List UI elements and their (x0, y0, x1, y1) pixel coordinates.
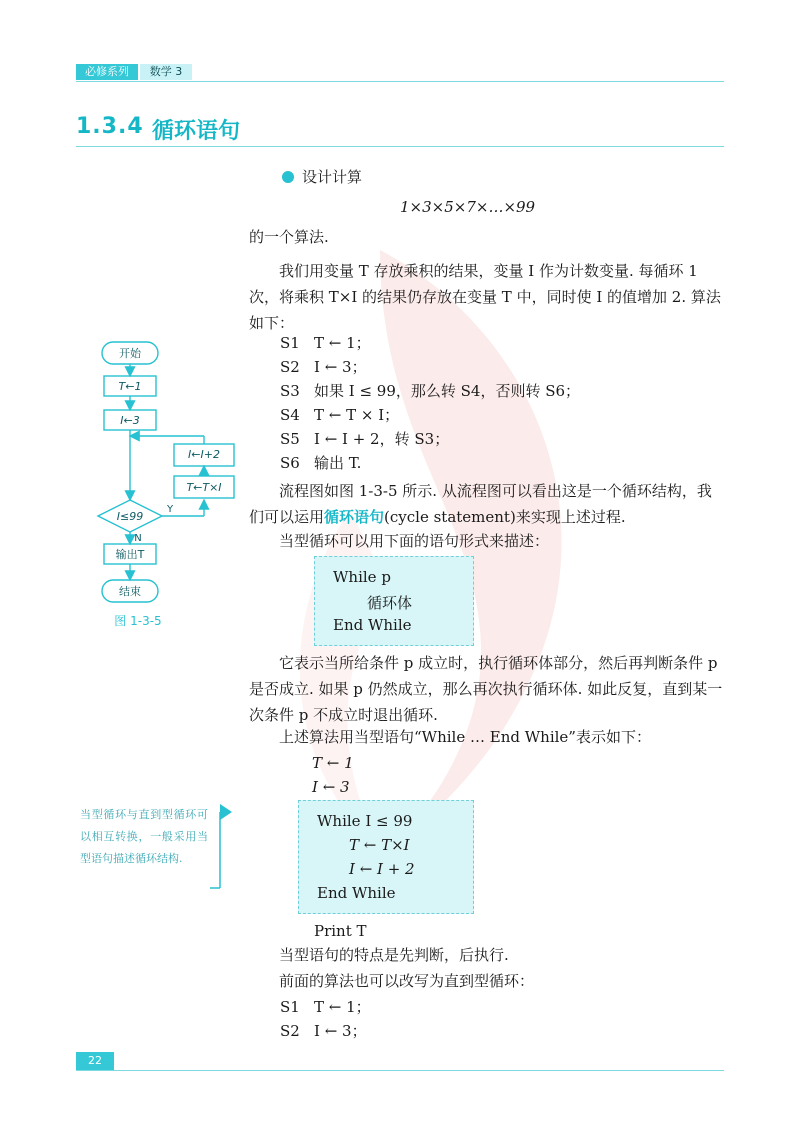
pre-line-1: T ← 1 (312, 754, 354, 772)
flow-no-label: N (134, 533, 142, 544)
flow-increment-label: I←I+2 (188, 448, 220, 461)
header-book: 数学 3 (140, 64, 192, 80)
section-rule (76, 146, 724, 147)
header-series: 必修系列 (76, 64, 138, 80)
step-text: I ← 3； (314, 1022, 367, 1040)
after-formula: 的一个算法. (249, 228, 329, 246)
step-text: 输出 T. (314, 454, 362, 472)
step-text: T ← 1； (314, 998, 371, 1016)
figure-caption: 图 1-3-5 (114, 614, 162, 628)
step-text: T ← 1； (314, 334, 371, 352)
paragraph-5: 上述算法用当型语句“While … End While”表示如下： (279, 728, 651, 746)
code-line: While I ≤ 99 (317, 812, 413, 830)
step-label: S6 (280, 454, 300, 472)
code-box-while-example (298, 800, 474, 914)
paragraph-7: 前面的算法也可以改写为直到型循环： (279, 972, 535, 990)
section-number: 1.3.4 (76, 114, 144, 139)
side-note: 当型循环与直到型循环可以相互转换，一般采用当型语句描述循环结构. (80, 808, 208, 865)
paragraph-2-before: 流程图如图 1-3-5 所示. 从流程图可以看出这是一个循环结构，我们可以运用 (249, 482, 712, 526)
section-title: 循环语句 (152, 119, 241, 144)
flowchart (80, 336, 250, 612)
step-label: S1 (280, 998, 300, 1016)
step-label: S5 (280, 430, 300, 448)
triangle-icon (220, 804, 232, 820)
paragraph-2-keyword: 循环语句 (324, 508, 385, 526)
flow-init-i-label: I←3 (120, 414, 140, 427)
code-line: 循环体 (367, 594, 413, 612)
header-rule (76, 81, 724, 82)
side-note-bracket (208, 800, 234, 892)
step-label: S2 (280, 358, 300, 376)
post-line: Print T (314, 922, 367, 940)
step-label: S4 (280, 406, 300, 424)
intro-bullet-text: 设计计算 (302, 168, 363, 186)
code-line: End While (333, 616, 412, 634)
step-text: T ← T × I； (314, 406, 400, 424)
code-line: End While (317, 884, 396, 902)
flow-init-t-label: T←1 (118, 380, 142, 393)
code-line: I ← I + 2 (349, 860, 415, 878)
step-text: I ← I + 2，转 S3； (314, 430, 450, 448)
flow-end-label: 结束 (119, 585, 141, 598)
formula: 1×3×5×7×…×99 (400, 198, 536, 216)
bullet-icon (282, 171, 294, 183)
paragraph-6: 当型语句的特点是先判断，后执行. (279, 946, 509, 964)
step-label: S2 (280, 1022, 300, 1040)
page-number: 22 (76, 1052, 114, 1070)
paragraph-1: 我们用变量 T 存放乘积的结果，变量 I 作为计数变量. 每循环 1 次，将乘积 T×I 的结果仍存放在变量 T 中，同时使 I 的值增加 2. 算法如下： (249, 262, 721, 332)
paragraph-2 (249, 478, 723, 530)
paragraph-2-after: (cycle statement)来实现上述过程. (384, 508, 626, 526)
footer-rule (76, 1070, 724, 1071)
flow-output-label: 输出T (115, 548, 145, 561)
step-label: S1 (280, 334, 300, 352)
code-line: While p (333, 568, 391, 586)
flow-start-label: 开始 (119, 347, 141, 360)
code-line: T ← T×I (349, 836, 410, 854)
flow-multiply-label: T←T×I (186, 481, 222, 494)
step-text: 如果 I ≤ 99，那么转 S4，否则转 S6； (314, 382, 581, 400)
paragraph-3: 当型循环可以用下面的语句形式来描述： (279, 532, 550, 550)
code-box-while-template (314, 556, 474, 646)
flow-condition-label: I≤99 (116, 510, 144, 523)
flow-yes-label: Y (166, 504, 174, 515)
step-label: S3 (280, 382, 300, 400)
paragraph-4: 它表示当所给条件 p 成立时，执行循环体部分，然后再判断条件 p 是否成立. 如果 p 仍然成立，那么再次执行循环体. 如此反复，直到某一次条件 p 不成立时退出循环. (249, 654, 723, 724)
step-text: I ← 3； (314, 358, 367, 376)
intro-bullet-line (282, 166, 362, 188)
pre-line-2: I ← 3 (312, 778, 350, 796)
